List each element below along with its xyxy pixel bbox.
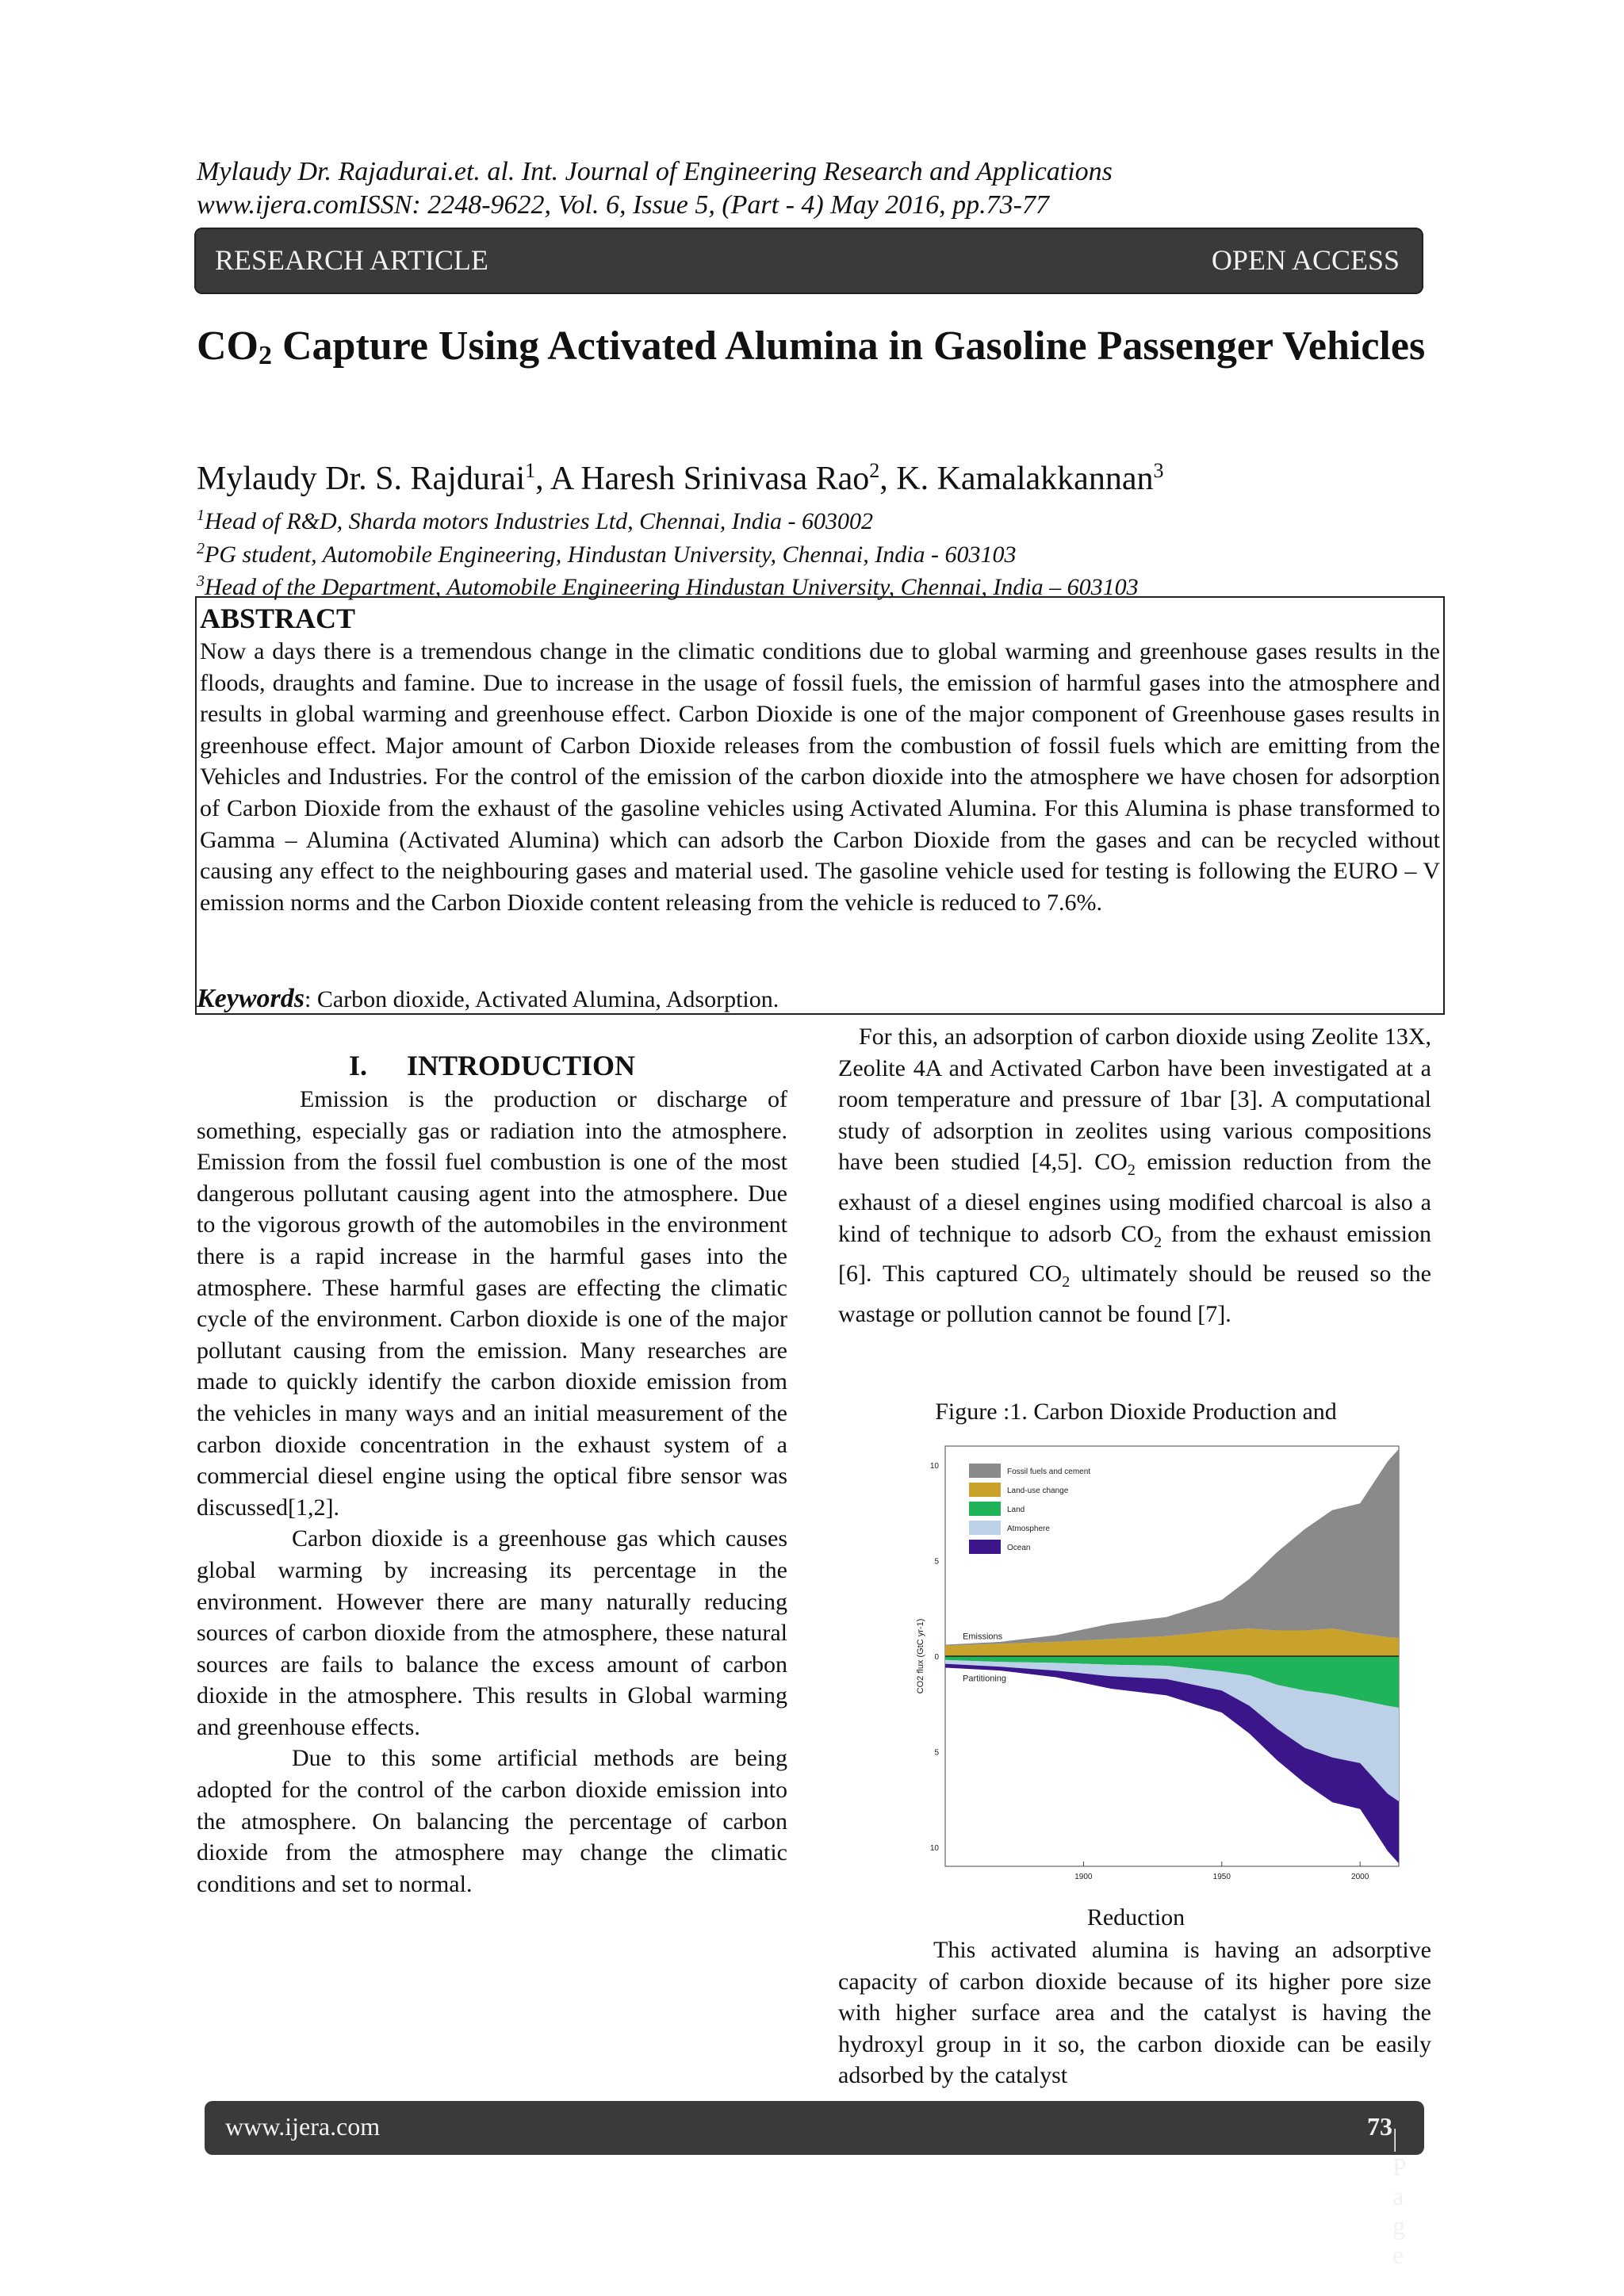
abstract-heading: ABSTRACT (200, 603, 356, 634)
paper-title: $CO_2$ Capture Using Activated Alumina in Gasoline Passenger Vehicles (197, 323, 1426, 370)
abstract-text: Now a days there is a tremendous change in the climatic conditions due to global warming and greenhouse gases results in the floods, draughts and famine. Due to increase in the usage of fossil fuels, the emission of harmful gases into the atmosphere and results in global warming and greenhouse effect. Carbon Dioxide is one of the major component of Greenhouse gases results in greenhouse effect. Major amount of Carbon Dioxide releases from the combustion of fossil fuels which are emitting from the Vehicles and Industries. For the control of the emission of the carbon dioxide into the atmosphere we have chosen for adsorption of Carbon Dioxide from the exhaust of the gasoline vehicles using Activated Alumina. For this Alumina is phase transformed to Gamma – Alumina (Activated Alumina) which can adsorb the Carbon Dioxide from the gases and can be recycled without causing any effect to the neighbouring gases and material used. The gasoline vehicle used for testing is following the EURO – V emission norms and the Carbon Dioxide content releasing from the vehicle is reduced to 7.6%. (200, 638, 1440, 916)
intro-paragraph-3: Due to this some artificial methods are being adopted for the control of the carbon dioxide emission into the atmosphere. On balancing the percentage of carbon dioxide from the atmosphere may change the climatic conditions and set to normal. (197, 1745, 787, 1897)
intro-paragraph-2: Carbon dioxide is a greenhouse gas which causes global warming by increasing its percentage in the environment. However there are many naturally reducing sources of carbon dioxide from the atmosphere, these natural sources are fails to balance the excess amount of carbon dioxide in the atmosphere. This results in Global warming and greenhouse effects. (197, 1525, 787, 1740)
affiliation-1: $^1$Head of R&D, Sharda motors Industries Ltd, Chennai, India - 603002 (197, 507, 874, 534)
right-column-paragraph-1: For this, an adsorption of carbon dioxide using Zeolite 13X, Zeolite 4A and Activated Carbon have been investigated at a room temperature and pressure of 1bar [3]. A computational study of adsorption in zeolites using various compositions have been studied [4,5]. $CO_2$ emission reduction from the exhaust of a diesel engines using modified charcoal is also a kind of technique to adsorb $CO_2$ from the exhaust emission [6]. This captured $CO_2$ ultimately should be reused so the wastage or pollution cannot be found [7]. (838, 1024, 1432, 1327)
legend-label: Land (1007, 1506, 1025, 1514)
author-1: Mylaudy Dr. S. Rajdurai (197, 461, 526, 497)
author-list: Mylaudy Dr. S. Rajdurai$^1$, A Haresh Srinivasa Rao$^2$, K. Kamalakkannan$^3$ (197, 459, 1164, 497)
page-number: 73 | P a g e (1367, 2112, 1406, 2269)
page-footer (205, 2101, 1424, 2269)
keywords (197, 983, 779, 1016)
author-3: , K. Kamalakkannan (879, 461, 1154, 497)
affiliation-2: $^2$PG student, Automobile Engineering, Hindustan University, Chennai, India - 603103 (197, 540, 1017, 568)
left-column (197, 1084, 787, 1900)
issn-line: www.ijera.comISSN: 2248-9622, Vol. 6, Issue 5, (Part - 4) May 2016, pp.73-77 (197, 190, 1049, 220)
x-tick-label: 1950 (1212, 1873, 1231, 1881)
open-access-label: OPEN ACCESS (1211, 244, 1400, 276)
y-axis-label: CO2 flux (GtC yr-1) (916, 1618, 925, 1694)
legend-swatch (969, 1483, 1001, 1497)
figure-caption-top: Figure :1. Carbon Dioxide Production and (935, 1399, 1337, 1425)
emissions-annotation: Emissions (963, 1632, 1003, 1642)
intro-paragraph-1: Emission is the production or discharge of something, especially gas or radiation into the atmosphere. Emission from the fossil fuel combustion is one of the most dangerous pollutant causing agent into the atmosphere. Due to the vigorous growth of the automobiles in the environment there is a rapid increase in the harmful gases into the atmosphere. These harmful gases are effecting the climatic cycle of the environment. Carbon dioxide is one of the major pollutant causing from the emission. Many researches are made to quickly identify the carbon dioxide emission from the vehicles in many ways and an initial measurement of the carbon dioxide concentration in the exhaust system of a commercial diesel engine using the optical fibre sensor was discussed[1,2]. (197, 1086, 787, 1521)
journal-line: Mylaudy Dr. Rajadurai.et. al. Int. Journal of Engineering Research and Applications (197, 157, 1113, 186)
affiliation-3: $^3$Head of the Department, Automobile Engineering Hindustan University, Chennai, India – 603103 (197, 572, 1139, 600)
x-tick-label: 1900 (1074, 1873, 1093, 1881)
author-2: , A Haresh Srinivasa Rao (535, 461, 870, 497)
legend-label: Ocean (1007, 1544, 1031, 1552)
y-tick-label: 0 (934, 1653, 939, 1662)
keywords-text: : Carbon dioxide, Activated Alumina, Adsorption. (304, 986, 779, 1012)
legend-swatch (969, 1464, 1001, 1478)
y-tick-label: 5 (934, 1748, 939, 1758)
legend-swatch (969, 1540, 1001, 1554)
figure-caption-bottom: Reduction (1086, 1904, 1185, 1931)
right-column-paragraph-2: This activated alumina is having an adsorptive capacity of carbon dioxide because of its higher pore size with higher surface area and the catalyst is having the hydroxyl group in it so, the carbon dioxide can be easily adsorbed by the catalyst (838, 1937, 1431, 2089)
y-tick-label: 5 (934, 1557, 939, 1567)
legend-swatch (969, 1521, 1001, 1535)
y-tick-label: 10 (929, 1843, 939, 1853)
x-tick-label: 2000 (1351, 1873, 1369, 1881)
legend-label: Atmosphere (1007, 1525, 1050, 1533)
footer-url: www.ijera.com (225, 2112, 381, 2141)
co2-budget-chart (904, 1435, 1411, 1895)
article-banner (194, 228, 1423, 294)
section-heading-introduction: I. INTRODUCTION (348, 1050, 636, 1081)
partitioning-annotation: Partitioning (963, 1674, 1007, 1684)
legend-label: Land-use change (1007, 1487, 1069, 1495)
abstract-box (195, 596, 1445, 1015)
y-tick-label: 10 (929, 1462, 939, 1471)
legend-swatch (969, 1502, 1001, 1516)
keywords-label: Keywords (197, 984, 304, 1013)
legend-label: Fossil fuels and cement (1007, 1468, 1091, 1476)
article-type-label: RESEARCH ARTICLE (215, 244, 488, 276)
